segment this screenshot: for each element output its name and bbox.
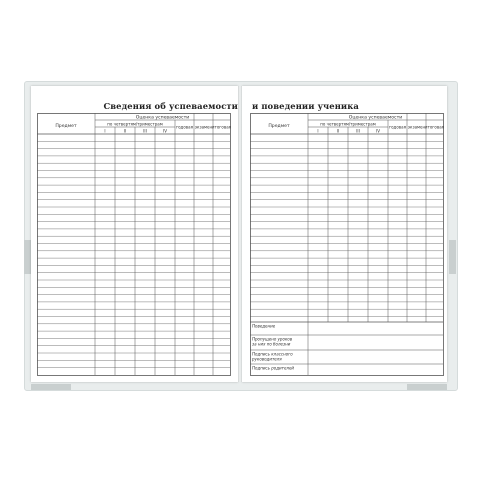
footer-label-3: руководителя (252, 356, 282, 362)
period-label-1: I (317, 128, 319, 134)
exam-header: экзамен (194, 124, 213, 130)
subject-header: Предмет (268, 124, 290, 129)
footer-label-2: за них по болезни (252, 341, 291, 347)
annual-header: годовая (389, 124, 406, 130)
cover-tab-left-top (24, 240, 31, 274)
period-header: по четвертям/триместрам (320, 121, 376, 127)
period-label-2: II (336, 128, 340, 134)
annual-header: годовая (176, 124, 193, 130)
spread-title-left: Сведения об успеваемости (103, 101, 238, 111)
period-label-3: III (356, 128, 360, 134)
table-border (38, 114, 231, 376)
left-grade-table (37, 113, 236, 379)
exam-header: экзамен (407, 124, 426, 130)
period-label-1: I (104, 128, 106, 134)
footer-label-4: Подпись родителей (252, 365, 295, 371)
footer-label-1: Поведение (252, 323, 276, 329)
period-label-4: IV (376, 128, 380, 134)
period-label-2: II (123, 128, 127, 134)
footer-label-3: Подпись классного (252, 351, 293, 357)
period-header: по четвертям/триместрам (107, 121, 163, 127)
grade-header: Оценка успеваемости (135, 115, 190, 121)
cover-tab-right-top (449, 240, 456, 274)
cover-tab-left-bottom (31, 384, 71, 390)
grade-header: Оценка успеваемости (348, 115, 403, 121)
final-header: итоговая (424, 124, 445, 130)
spine (238, 86, 242, 382)
period-label-3: III (143, 128, 147, 134)
cover-tab-right-bottom (407, 384, 447, 390)
period-label-4: IV (163, 128, 167, 134)
spread-title-right: и поведении ученика (252, 101, 359, 111)
right-grade-table (250, 113, 449, 379)
footer-label-2: Пропущено уроков (252, 336, 293, 342)
subject-header: Предмет (55, 124, 77, 129)
final-header: итоговая (211, 124, 232, 130)
